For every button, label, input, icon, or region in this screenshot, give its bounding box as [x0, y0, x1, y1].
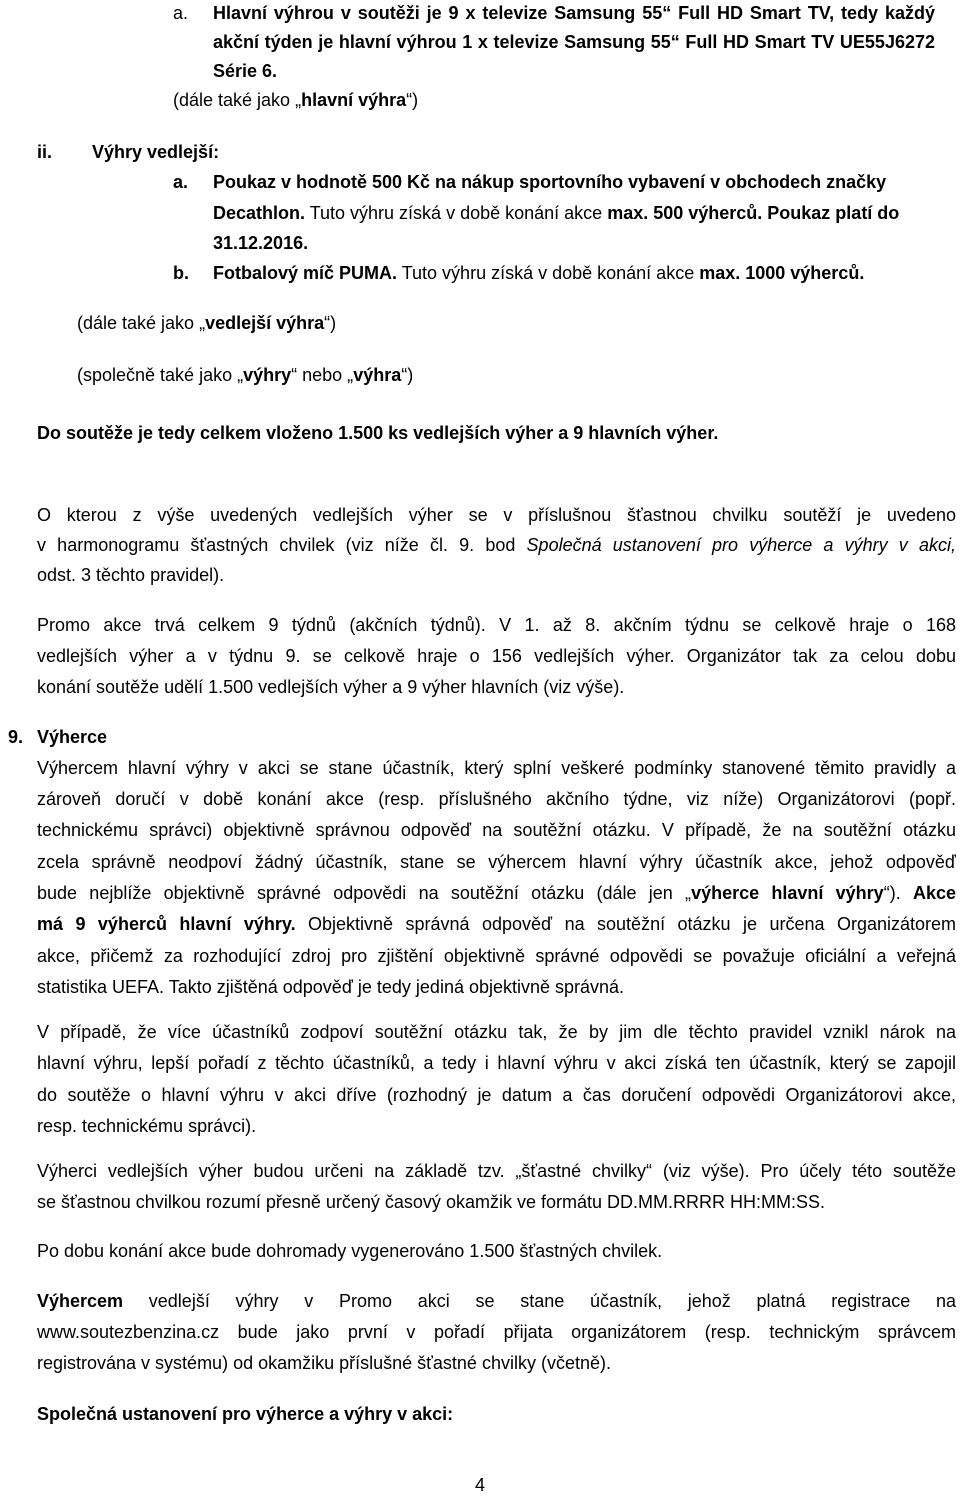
winner-paragraph-line: zcela správně neodpoví žádný účastník, stane se výhercem hlavní výhry účastník akce, jehož odpověď [37, 852, 956, 872]
secondary-prize-alias: (dále také jako „vedlejší výhra“) [77, 313, 337, 333]
secondary-prize-b-line: Fotbalový míč PUMA. Tuto výhru získá v době konání akce max. 1000 výherců. [213, 263, 865, 283]
common-prize-alias: (společně také jako „výhry“ nebo „výhra“) [77, 365, 414, 385]
secondary-winner-paragraph-line: www.soutezbenzina.cz bude jako první v pořadí přijata organizátorem (resp. technickým správcem [37, 1322, 956, 1342]
winner-paragraph-line: má 9 výherců hlavní výhry. Objektivně správná odpověď na soutěžní otázku je určena Organizátorem [37, 914, 956, 934]
main-prize-line: Hlavní výhrou v soutěži je 9 x televize Samsung 55“ Full HD Smart TV, tedy každý [213, 3, 935, 23]
duration-paragraph-line: konání soutěže udělí 1.500 vedlejších výher a 9 výher hlavních (viz výše). [37, 677, 625, 697]
main-prize-line: akční týden je hlavní výhrou 1 x televize Samsung 55“ Full HD Smart TV UE55J6272 [213, 32, 935, 52]
secondary-winner-paragraph-line: registrována v systému) od okamžiku příslušné šťastné chvilky (včetně). [37, 1353, 611, 1373]
secondary-prize-a-line: Decathlon. Tuto výhru získá v době konání akce max. 500 výherců. Poukaz platí do [213, 203, 900, 223]
schedule-paragraph-line: O kterou z výše uvedených vedlejších výher se v příslušnou šťastnou chvilku soutěží je uvedeno [37, 505, 956, 525]
order-paragraph-line: do soutěže o hlavní výhru v akci dříve (rozhodný je datum a čas doručení odpovědi Organizátorovi akce, [37, 1085, 956, 1105]
schedule-paragraph-line: odst. 3 těchto pravidel). [37, 565, 225, 585]
winner-paragraph-line: zároveň doručí v době konání akce (resp. příslušného akčního týdne, viz níže) Organizátorovi (popř. [37, 789, 956, 809]
main-prize-alias: (dále také jako „hlavní výhra“) [173, 90, 419, 110]
list-marker: b. [173, 263, 189, 283]
section-title: Výherce [37, 727, 108, 747]
winner-paragraph-line: akce, přičemž za rozhodující zdroj pro zjištění objektivně správné odpovědi se považuje oficiální a veřejná [37, 946, 956, 966]
winner-paragraph-line: technickému správci) objektivně správnou odpověď na soutěžní otázku. V případě, že na soutěžní otázku [37, 820, 956, 840]
main-prize-line: Série 6. [213, 61, 278, 81]
order-paragraph-line: resp. technickému správci). [37, 1116, 257, 1136]
schedule-paragraph-line: v harmonogramu šťastných chvilek (viz níže čl. 9. bod Společná ustanovení pro výherce a výhry v akci, [37, 535, 956, 555]
section-number: 9. [8, 727, 24, 747]
secondary-prize-a-line: Poukaz v hodnotě 500 Kč na nákup sportovního vybavení v obchodech značky [213, 172, 887, 192]
secondary-winner-paragraph-line: Výhercem vedlejší výhry v Promo akci se stane účastník, jehož platná registrace na [37, 1291, 956, 1311]
list-numeral: ii. [37, 142, 53, 162]
duration-paragraph-line: vedlejších výher a v týdnu 9. se celkově hraje o 156 vedlejších výher. Organizátor tak za celou dobu [37, 646, 956, 666]
lucky-moment-paragraph-line: se šťastnou chvilkou rozumí přesně určený časový okamžik ve formátu DD.MM.RRRR HH:MM:SS. [37, 1192, 825, 1212]
secondary-prizes-heading: Výhry vedlejší: [92, 142, 220, 162]
winner-paragraph-line: Výhercem hlavní výhry v akci se stane účastník, který splní veškeré podmínky stanovené těmito pravidly a [37, 758, 956, 778]
secondary-prize-a-line: 31.12.2016. [213, 233, 309, 253]
list-marker: a. [173, 172, 189, 192]
common-provisions-heading: Společná ustanovení pro výherce a výhry v akci: [37, 1404, 454, 1424]
winner-paragraph-line: bude nejblíže objektivně správné odpovědi na soutěžní otázku (dále jen „výherce hlavní výhry“). Akce [37, 883, 956, 903]
lucky-moment-paragraph-line: Výherci vedlejších výher budou určeni na základě tzv. „šťastné chvilky“ (viz výše). Pro účely této soutěže [37, 1161, 956, 1181]
order-paragraph-line: V případě, že více účastníků zodpoví soutěžní otázku tak, že by jim dle těchto pravidel vznikl nárok na [37, 1022, 956, 1042]
page-number: 4 [474, 1475, 485, 1495]
list-marker: a. [173, 3, 189, 23]
total-statement: Do soutěže je tedy celkem vloženo 1.500 ks vedlejších výher a 9 hlavních výher. [37, 423, 719, 443]
winner-paragraph-line: statistika UEFA. Takto zjištěná odpověď je tedy jediná objektivně správná. [37, 977, 625, 997]
duration-paragraph-line: Promo akce trvá celkem 9 týdnů (akčních týdnů). V 1. až 8. akčním týdnu se celkově hraje o 168 [37, 615, 956, 635]
generated-moments-paragraph: Po dobu konání akce bude dohromady vygenerováno 1.500 šťastných chvilek. [37, 1241, 663, 1261]
order-paragraph-line: hlavní výhru, lepší pořadí z těchto účastníků, a tedy i hlavní výhru v akci získá ten účastník, který se zapojil [37, 1053, 956, 1073]
